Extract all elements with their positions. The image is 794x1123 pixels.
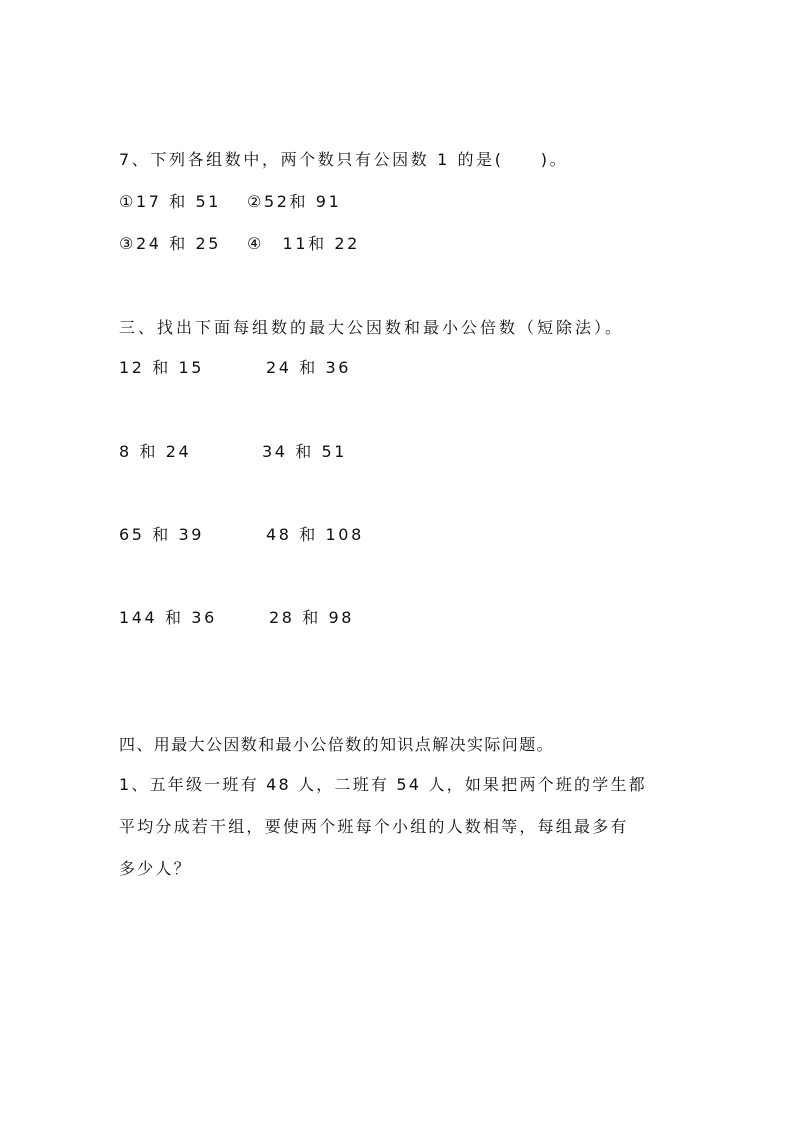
section-3-row-3 [119,525,364,545]
q7-option-3: ③24 和 25 [119,234,222,253]
q7-option-2: ②52和 91 [247,192,342,211]
pair-right: 48 和 108 [266,525,364,544]
pair-left: 8 和 24 [119,442,192,461]
section-4-title: 四、用最大公因数和最小公倍数的知识点解决实际问题。 [119,735,555,754]
pair-right: 34 和 51 [262,442,348,461]
pair-right: 24 和 36 [266,358,352,377]
q7-stem: 7、下列各组数中，两个数只有公因数 1 的是( )。 [119,150,569,169]
pair-left: 65 和 39 [119,525,205,544]
q7-option-1: ①17 和 51 [119,192,222,211]
q7-options-row-1 [119,192,342,212]
section-3-title: 三、找出下面每组数的最大公因数和最小公倍数（短除法）。 [119,318,625,337]
problem-1-line-3: 多少人？ [119,859,192,878]
section-3-row-1 [119,358,352,378]
section-3-row-2 [119,442,348,462]
pair-right: 28 和 98 [269,608,355,627]
pair-left: 144 和 36 [119,608,217,627]
section-3-row-4 [119,608,355,628]
pair-left: 12 和 15 [119,358,205,377]
q7-options-row-2 [119,234,360,254]
q7-option-4: ④ 11和 22 [247,234,360,253]
problem-1-line-1: 1、五年级一班有 48 人，二班有 54 人，如果把两个班的学生都 [119,775,647,794]
problem-1-line-2: 平均分成若干组，要使两个班每个小组的人数相等，每组最多有 [119,817,629,836]
